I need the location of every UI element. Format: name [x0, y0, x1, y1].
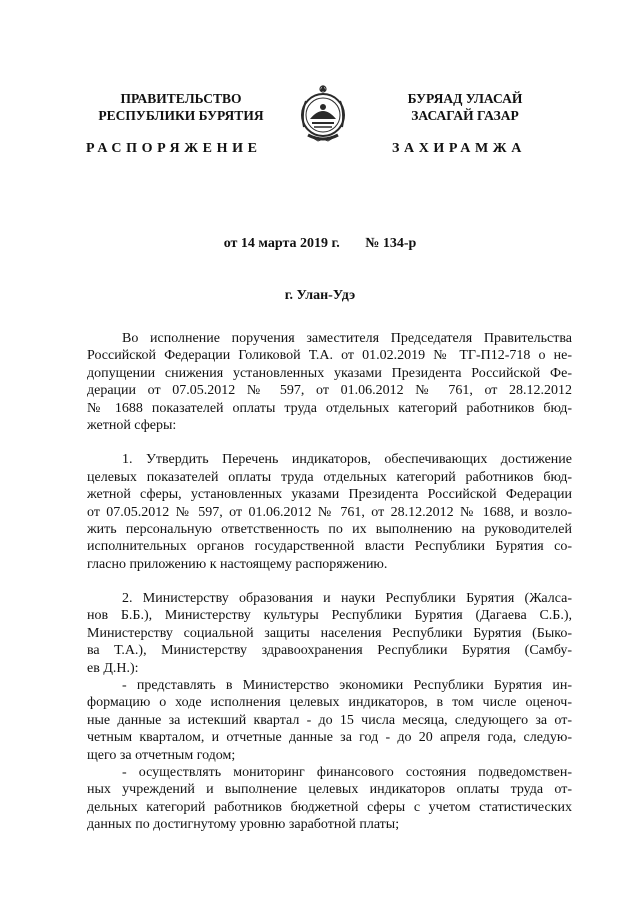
date-number-line — [0, 236, 640, 252]
text-line: дельных категорий работников бюджетной сферы с учетом статистических — [87, 799, 572, 815]
text-line: Во исполнение поручения заместителя Председателя Правительства — [122, 331, 572, 346]
text-line: - осуществлять мониторинг финансового состояния подведомствен- — [122, 764, 572, 780]
text-line: 1. Утвердить Перечень индикаторов, обеспечивающих достижение — [122, 452, 572, 468]
act-type-russian: РАСПОРЯЖЕНИЕ — [86, 141, 262, 156]
document-number: № 134-р — [365, 236, 417, 251]
text-line: Министерству социальной защиты населения Республики Бурятия (Быко- — [87, 625, 572, 641]
text-line: целевых показателей оплаты труда отдельных категорий работников бюд- — [87, 469, 572, 485]
header-right-line: ЗАСАГАЙ ГАЗАР — [411, 108, 519, 123]
header-left-line: РЕСПУБЛИКИ БУРЯТИЯ — [98, 108, 264, 123]
text-line: ва Т.А.), Министерству здравоохранения Республики Бурятия (Самбу- — [87, 643, 572, 659]
text-line: гласно приложению к настоящему распоряжению. — [87, 556, 388, 572]
text-line: допущении снижения установленных указами Президента Российской Фе- — [87, 365, 572, 381]
text-line: формацию о ходе исполнения целевых индикаторов, в том числе оценоч- — [87, 695, 572, 711]
text-line: жетной сферы, установленных указами Президента Российской Федерации — [87, 487, 572, 503]
paragraph — [87, 451, 572, 573]
document-body — [87, 330, 572, 851]
text-line: ных учреждений и выполнение целевых индикаторов оплаты труда от- — [87, 782, 572, 798]
text-line: № 1688 показателей оплаты труда отдельных категорий работников бюд- — [87, 400, 572, 416]
document-date: от 14 марта 2019 г. — [223, 236, 340, 251]
text-line: 2. Министерству образования и науки Республики Бурятия (Жалса- — [122, 591, 572, 607]
republic-emblem-icon — [298, 83, 348, 145]
text-line: исполнительных органов государственной власти Республики Бурятия со- — [87, 539, 572, 555]
header-right-line: БУРЯАД УЛАСАЙ — [407, 91, 523, 106]
text-line: жить персональную ответственность по их выполнению на руководителей — [87, 521, 572, 537]
paragraph — [87, 330, 572, 434]
text-line: ев Д.Н.): — [87, 660, 139, 676]
text-line: Российской Федерации Голиковой Т.А. от 01.02.2019 № ТГ-П12-718 о не- — [87, 348, 572, 364]
header-left-line: ПРАВИТЕЛЬСТВО — [120, 91, 242, 106]
paragraph — [87, 590, 572, 833]
text-line: дерации от 07.05.2012 № 597, от 01.06.2012 № 761, от 28.12.2012 — [87, 383, 572, 399]
header-left-russian — [88, 90, 274, 124]
text-line: щего за отчетным годом; — [87, 747, 236, 763]
text-line: данных по достигнутому уровню заработной платы; — [87, 817, 400, 833]
text-line: жетной сферы: — [87, 417, 177, 433]
act-type-buryat: ЗАХИРАМЖА — [392, 141, 526, 156]
text-line: - представлять в Министерство экономики Республики Бурятия ин- — [122, 678, 572, 694]
text-line: ные данные за истекший квартал - до 15 числа месяца, следующего за от- — [87, 712, 572, 728]
text-line: от 07.05.2012 № 597, от 01.06.2012 № 761, от 28.12.2012 № 1688, и возло- — [87, 504, 572, 520]
text-line: четным кварталом, и отчетные данные за год - до 20 апреля года, следую- — [87, 730, 572, 746]
document-city: г. Улан-Удэ — [284, 288, 356, 303]
text-line: нов Б.Б.), Министерству культуры Республики Бурятия (Дагаева С.Б.), — [87, 608, 572, 624]
header-right-buryat — [372, 90, 558, 124]
